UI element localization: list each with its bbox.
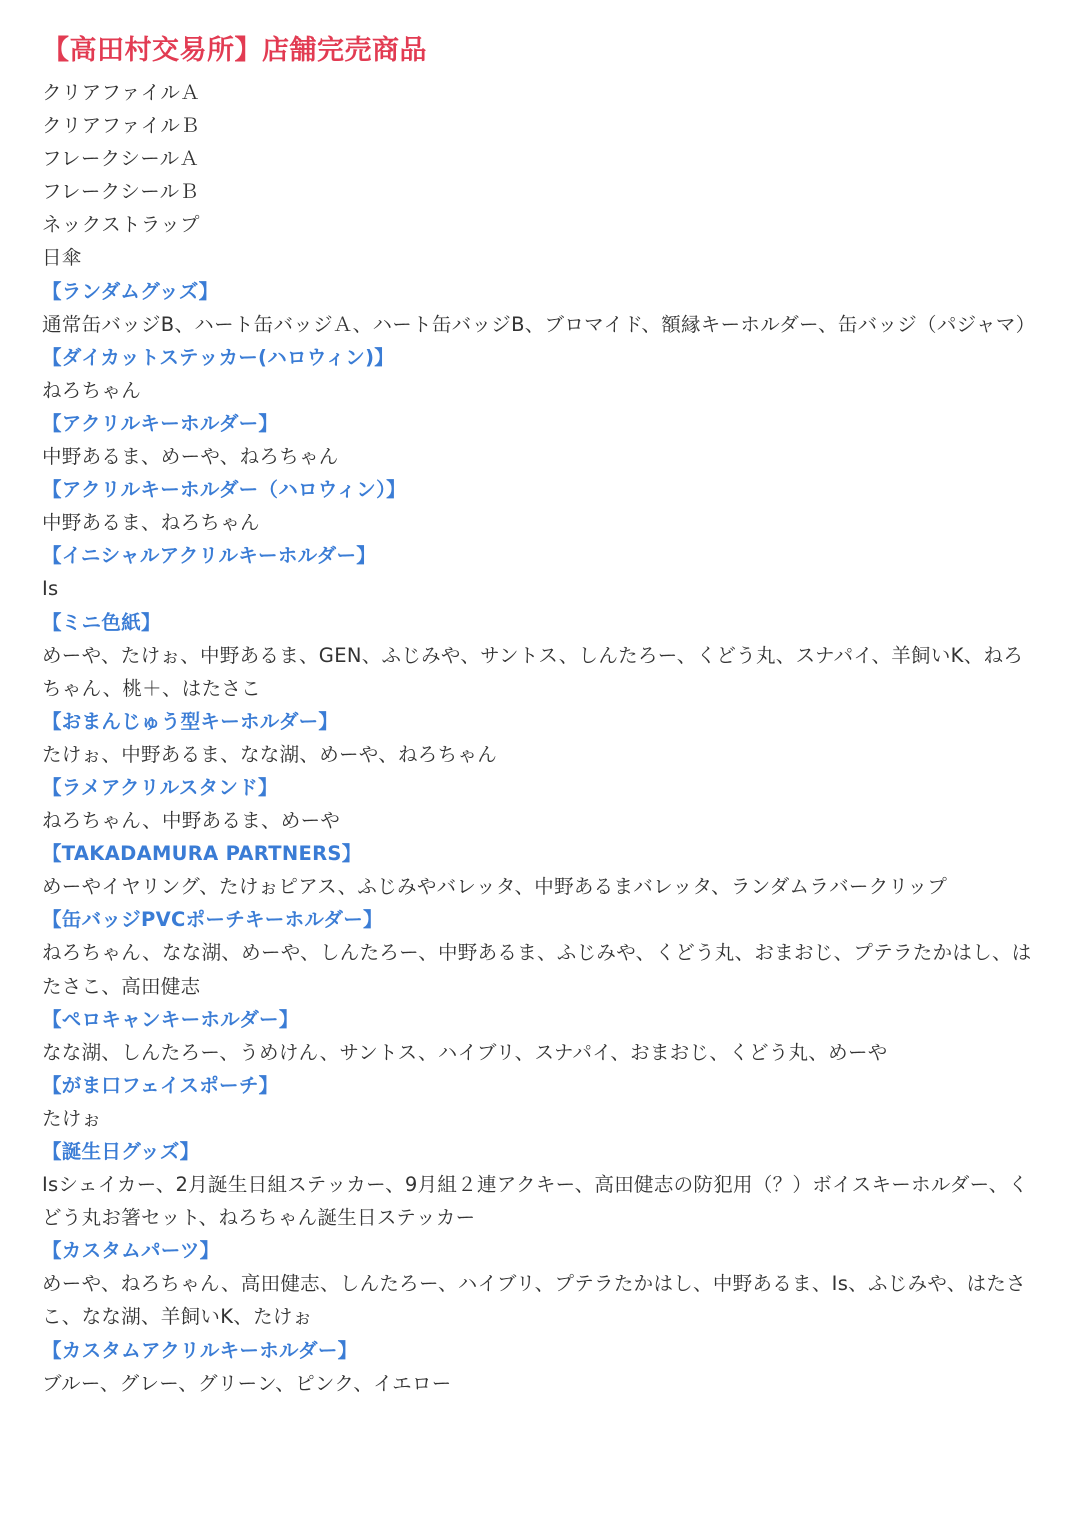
section-takadamura-partners bbox=[42, 837, 1036, 903]
section-custom-parts bbox=[42, 1234, 1036, 1333]
section-heading: 【ダイカットステッカー(ハロウィン)】 bbox=[42, 345, 395, 369]
section-text: めーや、ねろちゃん、高田健志、しんたろー、ハイブリ、プテラたかはし、中野あるま、Is、ふじみや、はたさこ、なな湖、羊飼いK、たけぉ bbox=[42, 1272, 1026, 1329]
intro-list bbox=[42, 76, 1036, 275]
section-text: めーやイヤリング、たけぉピアス、ふじみやバレッタ、中野あるまバレッタ、ランダムラバークリップ bbox=[42, 875, 948, 899]
section-manju-keyholder bbox=[42, 705, 1036, 771]
section-text: Isシェイカー、2月誕生日組ステッカー、9月組２連アクキー、高田健志の防犯用（？）ボイスキーホルダー、くどう丸お箸セット、ねろちゃん誕生日ステッカー bbox=[42, 1173, 1029, 1230]
list-item: フレークシールＡ bbox=[42, 147, 200, 171]
section-heading: 【缶バッジPVCポーチキーホルダー】 bbox=[42, 908, 383, 932]
section-heading: 【ミニ色紙】 bbox=[42, 610, 161, 634]
section-text: ねろちゃん、中野あるま、めーや bbox=[42, 809, 341, 833]
section-heading: 【アクリルキーホルダー（ハロウィン）】 bbox=[42, 478, 406, 502]
section-text: たけぉ bbox=[42, 1106, 102, 1130]
section-text: ねろちゃん bbox=[42, 378, 142, 402]
section-badge-pvc-pouch bbox=[42, 903, 1036, 1002]
section-acrylic-keyholder-halloween bbox=[42, 473, 1036, 539]
section-heading: 【がま口フェイスポーチ】 bbox=[42, 1073, 279, 1097]
section-random-goods bbox=[42, 275, 1036, 341]
section-heading: 【カスタムパーツ】 bbox=[42, 1239, 220, 1263]
section-text: めーや、たけぉ、中野あるま、GEN、ふじみや、サントス、しんたろー、くどう丸、スナパイ、羊飼いK、ねろちゃん、桃＋、はたさこ bbox=[42, 643, 1024, 700]
section-custom-acrylic-keyholder bbox=[42, 1334, 1036, 1400]
section-text: 中野あるま、めーや、ねろちゃん bbox=[42, 445, 339, 469]
section-acrylic-keyholder bbox=[42, 407, 1036, 473]
section-text: 中野あるま、ねろちゃん bbox=[42, 511, 260, 535]
section-text: 通常缶バッジB、ハート缶バッジＡ、ハート缶バッジB、ブロマイド、額縁キーホルダー、缶バッジ（パジャマ） bbox=[42, 312, 1036, 336]
page-title: 【高田村交易所】店舗完売商品 bbox=[42, 35, 427, 66]
list-item: ネックストラップ bbox=[42, 213, 200, 237]
section-heading: 【アクリルキーホルダー】 bbox=[42, 411, 279, 435]
section-text: なな湖、しんたろー、うめけん、サントス、ハイブリ、スナパイ、おまおじ、くどう丸、めーや bbox=[42, 1040, 888, 1064]
section-lame-acrylic-stand bbox=[42, 771, 1036, 837]
list-item: フレークシールＢ bbox=[42, 180, 200, 204]
section-heading: 【ランダムグッズ】 bbox=[42, 279, 219, 303]
section-heading: 【カスタムアクリルキーホルダー】 bbox=[42, 1338, 358, 1362]
section-heading: 【誕生日グッズ】 bbox=[42, 1140, 200, 1163]
section-heading: 【ペロキャンキーホルダー】 bbox=[42, 1007, 299, 1031]
list-item: クリアファイルＢ bbox=[42, 114, 201, 138]
section-diecut-sticker bbox=[42, 341, 1036, 407]
section-text: たけぉ、中野あるま、なな湖、めーや、ねろちゃん bbox=[42, 742, 498, 766]
section-text: ブルー、グレー、グリーン、ピンク、イエロー bbox=[42, 1371, 452, 1395]
section-text: ねろちゃん、なな湖、めーや、しんたろー、中野あるま、ふじみや、くどう丸、おまおじ、プテラたかはし、はたさこ、高田健志 bbox=[42, 941, 1032, 998]
section-heading: 【イニシャルアクリルキーホルダー】 bbox=[42, 544, 377, 568]
section-initial-acrylic-keyholder bbox=[42, 539, 1036, 605]
list-item: クリアファイルＡ bbox=[42, 81, 201, 104]
section-heading: 【ラメアクリルスタンド】 bbox=[42, 775, 278, 799]
section-mini-shikishi bbox=[42, 606, 1036, 705]
section-text: Is bbox=[42, 577, 59, 601]
section-heading: 【おまんじゅう型キーホルダー】 bbox=[42, 709, 339, 733]
list-item: 日傘 bbox=[42, 246, 82, 270]
section-heading: 【TAKADAMURA PARTNERS】 bbox=[42, 842, 362, 866]
section-gamaguchi-pouch bbox=[42, 1069, 1036, 1135]
section-birthday-goods bbox=[42, 1135, 1036, 1234]
section-pero-candy-keyholder bbox=[42, 1003, 1036, 1069]
